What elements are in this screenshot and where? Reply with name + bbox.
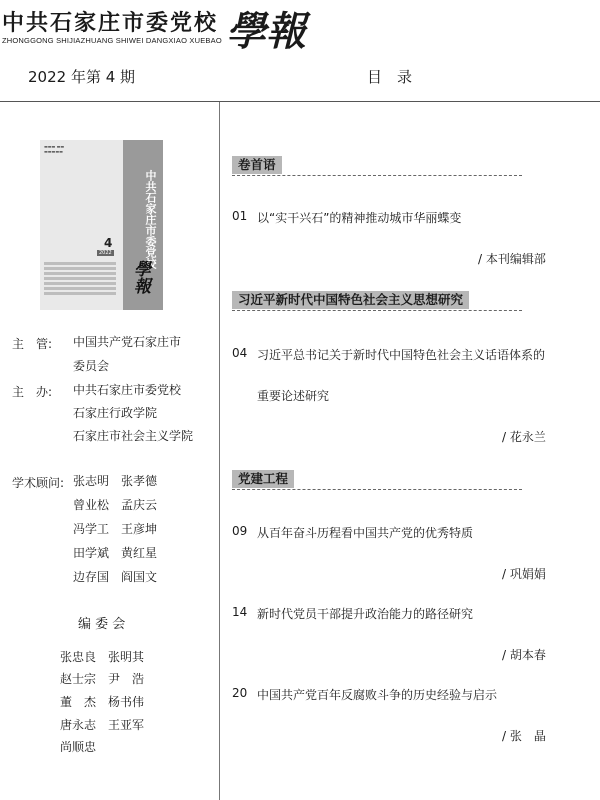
section-rule	[232, 310, 522, 311]
cover-year: 2022	[99, 250, 112, 256]
article-page-number: 09	[232, 524, 248, 538]
organizer-line: 石家庄行政学院	[73, 406, 158, 420]
article-title[interactable]: 从百年奋斗历程看中国共产党的优秀特质	[257, 526, 474, 540]
article-author: / 胡本春	[502, 648, 546, 662]
section-heading: 党建工程	[232, 470, 294, 488]
article-title[interactable]: 中国共产党百年反腐败斗争的历史经验与启示	[257, 688, 498, 702]
header-divider	[0, 101, 600, 102]
cover-title: 中共石家庄市委党校	[144, 170, 157, 269]
cover-issue-number: 4	[104, 236, 113, 250]
board-member: 杨书伟	[108, 695, 145, 709]
toc-title: 目 录	[367, 68, 413, 86]
article-author: / 本刊编辑部	[478, 252, 546, 266]
board-member: 赵士宗	[60, 672, 97, 686]
article-page-number: 14	[232, 605, 248, 619]
cover-text-lines	[44, 262, 116, 297]
advisor-name: 张孝德	[121, 474, 158, 488]
board-member: 王亚军	[108, 718, 145, 732]
advisor-name: 张志明	[73, 474, 110, 488]
organizer-label: 主 办:	[12, 385, 53, 399]
advisor-name: 边存国	[73, 570, 110, 584]
cover-code-text: ▬▬▬ ▬▬ ▬▬▬▬▬	[44, 144, 65, 154]
section-rule	[232, 489, 522, 490]
board-member: 唐永志	[60, 718, 97, 732]
supervisor-label: 主 管:	[12, 337, 53, 351]
masthead-logo: 學報	[226, 8, 306, 55]
board-member: 尹 浩	[108, 672, 145, 686]
board-member: 董 杰	[60, 695, 97, 709]
advisor-name: 曾业松	[73, 498, 110, 512]
article-page-number: 01	[232, 209, 248, 223]
article-author: / 张 晶	[502, 729, 546, 743]
article-author: / 巩娟娟	[502, 567, 546, 581]
board-title: 编 委 会	[78, 617, 126, 632]
board-member: 张忠良	[60, 650, 97, 664]
section-rule	[232, 175, 522, 176]
advisor-name: 冯学工	[73, 522, 110, 536]
advisors-label: 学术顾问:	[12, 476, 65, 490]
article-title[interactable]: 新时代党员干部提升政治能力的路径研究	[257, 607, 474, 621]
supervisor-line: 中国共产党石家庄市	[73, 335, 182, 349]
article-page-number: 04	[232, 346, 248, 360]
advisor-name: 孟庆云	[121, 498, 158, 512]
masthead-title: 中共石家庄市委党校	[2, 10, 219, 36]
board-member: 张明其	[108, 650, 145, 664]
article-author: / 花永兰	[502, 430, 546, 444]
advisor-name: 阎国文	[121, 570, 158, 584]
issue-label: 2022 年第 4 期	[28, 68, 136, 86]
cover-logo: 學報	[130, 260, 150, 294]
board-member: 尚顺忠	[60, 740, 97, 754]
organizer-line: 中共石家庄市委党校	[73, 383, 182, 397]
section-heading: 卷首语	[232, 156, 282, 174]
organizer-line: 石家庄市社会主义学院	[73, 429, 194, 443]
advisor-name: 田学斌	[73, 546, 110, 560]
masthead-english-title: ZHONGGONG SHIJIAZHUANG SHIWEI DANGXIAO XUEBAO	[2, 36, 222, 45]
article-page-number: 20	[232, 686, 248, 700]
article-title[interactable]: 习近平总书记关于新时代中国特色社会主义话语体系的	[257, 348, 546, 362]
article-title-continued[interactable]: 重要论述研究	[257, 389, 330, 403]
advisor-name: 王彦坤	[121, 522, 158, 536]
advisor-name: 黄红星	[121, 546, 158, 560]
article-title[interactable]: 以“实干兴石”的精神推动城市华丽蝶变	[257, 211, 462, 225]
column-divider	[219, 102, 220, 800]
journal-cover-image	[40, 140, 163, 310]
section-heading: 习近平新时代中国特色社会主义思想研究	[232, 291, 469, 309]
supervisor-line: 委员会	[73, 359, 110, 373]
